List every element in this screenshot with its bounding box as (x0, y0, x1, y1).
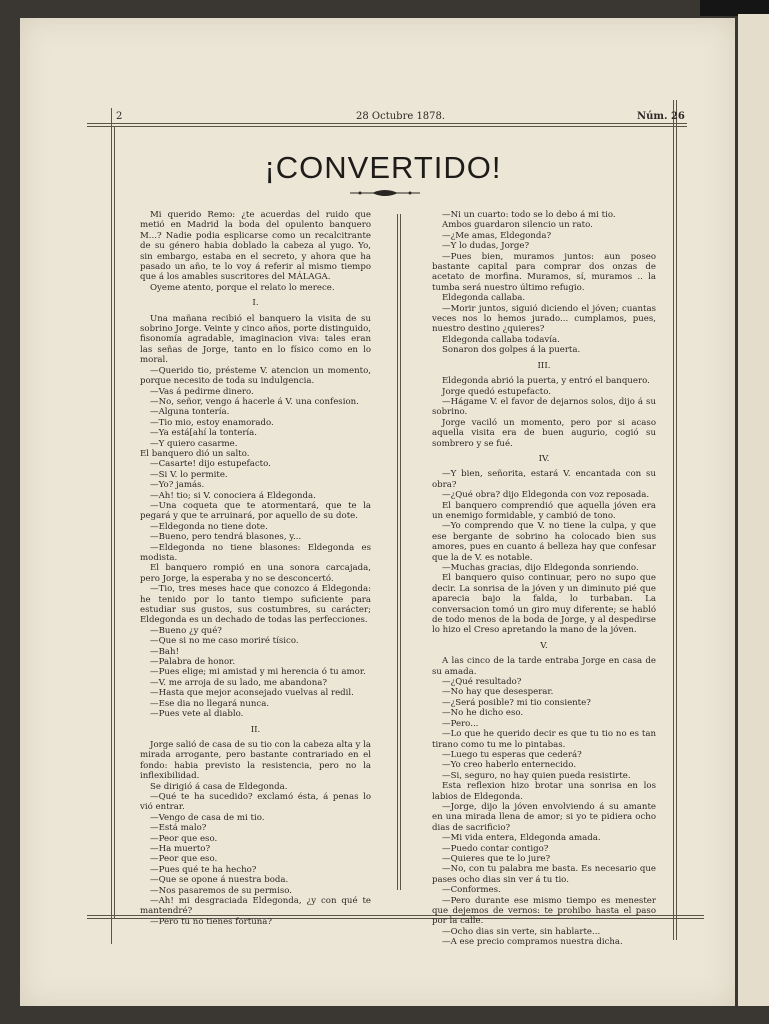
article-column-right (432, 210, 656, 948)
paragraph: Sonaron dos golpes á la puerta. (442, 345, 581, 356)
paragraph: —Eldegonda no tiene dote. (150, 521, 268, 532)
paragraph: —A ese precio compramos nuestra dicha. (442, 937, 623, 948)
paragraph: —Yo creo haberlo enternecido. (442, 760, 577, 771)
header-rule (87, 123, 687, 124)
paragraph: —Bueno, pero tendrá blasones, y... (150, 532, 302, 543)
paragraph: —¿Será posible? mi tio consiente? (442, 697, 591, 708)
paragraph: —¿Qué resultado? (442, 677, 522, 688)
paragraph: —Hasta que mejor aconsejado vuelvas al redil. (150, 688, 354, 699)
paragraph: El banquero quiso continuar, pero no supo que decir. La sonrisa de la jóven y un diminuto pié que aparecia bajo la falda, lo turbaban. La conversacion tomó un giro muy diferente; se habló de todo menos de la boda de Jorge, y al despedirse lo hizo el Creso apretando la mano de la jóven. (432, 573, 656, 636)
column-divider-double (400, 214, 401, 890)
paragraph: —Casarte! dijo estupefacto. (150, 459, 271, 470)
paragraph: —Tio mio, estoy enamorado. (150, 417, 274, 428)
paragraph: —Peor que eso. (150, 854, 218, 865)
paragraph: —Peor que eso. (150, 833, 218, 844)
paragraph: —Está malo? (150, 823, 207, 834)
header-rule-double (87, 126, 687, 127)
paragraph: —Quieres que te lo jure? (442, 853, 551, 864)
column-divider (397, 214, 398, 890)
paragraph: —Ah! mi desgraciada Eldegonda, ¿y con qué te mantendré? (140, 896, 371, 917)
paragraph: —Muchas gracias, dijo Eldegonda sonriendo. (442, 563, 639, 573)
paragraph: Eldegonda callaba todavía. (442, 334, 560, 345)
paragraph: —Tio, tres meses hace que conozco á Eldegonda: he tenido por lo tanto tiempo suficiente para estudiar sus gustos, sus costumbres, su carácter; Eldegonda es un dechado de todas las perfecciones. (140, 584, 371, 626)
section-number: III. (537, 360, 551, 371)
paragraph: —Pues bien, muramos juntos: aun poseo bastante capital para comprar dos onzas de acetato de morfina. Muramos, sí, muramos .. la tumba será nuestro último refugio. (432, 251, 656, 293)
paragraph: —No, con tu palabra me basta. Es necesario que pases ocho dias sin ver á tu tio. (432, 864, 656, 885)
paragraph: —Nos pasaremos de su permiso. (150, 885, 292, 896)
paragraph: Esta reflexion hizo brotar una sonrisa en los labios de Eldegonda. (432, 781, 656, 802)
paragraph: Oyeme atento, porque el relato lo merece. (150, 282, 335, 293)
paragraph: Ambos guardaron silencio un rato. (442, 220, 593, 231)
paragraph: —Pero durante ese mismo tiempo es menester que dejemos de vernos: te prohibo hasta el paso por la calle. (432, 895, 656, 927)
paragraph: —V. me arroja de su lado, me abandona? (150, 677, 327, 688)
paragraph: —Luego tu esperas que cederá? (442, 749, 582, 760)
paragraph: —Pues vete al diablo. (150, 709, 244, 720)
paragraph: —Que se opone á nuestra boda. (150, 875, 289, 886)
paragraph: —Una coqueta que te atormentará, que te la pegará y que te arruinará, por aquello de su dote. (140, 500, 371, 522)
paragraph: —Lo que he querido decir es que tu tio no es tan tirano como tu me lo pintabas. (432, 729, 656, 750)
paragraph: Eldegonda callaba. (442, 293, 526, 304)
paragraph: —Querido tio, présteme V. atencion un momento, porque necesito de toda su indulgencia. (140, 365, 371, 387)
paragraph: —Morir juntos, siguió diciendo el jóven; cuantas veces nos lo hemos jurado... cumplamos, pues, nuestro destino ¿quieres? (432, 303, 656, 335)
frame-left-rule-inner (114, 126, 115, 919)
frame-right-rule (673, 100, 674, 940)
title-ornament (350, 188, 420, 198)
paragraph: —Pues elige; mi amistad y mi herencia ó tu amor. (150, 667, 366, 678)
paragraph: —Si, seguro, no hay quien pueda resistirte. (442, 770, 631, 781)
paragraph: —Y quiero casarme. (150, 438, 238, 449)
section-number: I. (252, 298, 259, 309)
paragraph: A las cinco de la tarde entraba Jorge en casa de su amada. (432, 656, 656, 677)
next-page-edge (738, 14, 769, 1006)
paragraph: —No hay que desesperar. (442, 687, 554, 698)
article-column-left (140, 210, 371, 927)
paragraph: —Eldegonda no tiene blasones: Eldegonda es modista. (140, 542, 371, 563)
page-number: 2 (116, 111, 123, 122)
paragraph: Jorge salió de casa de su tio con la cabeza alta y la mirada arrogante, pero bastante contrariado en el fondo: habia previsto la resistencia, pero no la inflexibilidad. (140, 739, 372, 782)
paragraph: —Yo? jamás. (150, 480, 205, 491)
paragraph: —¿Me amas, Eldegonda? (442, 230, 552, 241)
paragraph: El banquero rompió en una sonora carcajada, pero Jorge, la esperaba y no se desconcertó. (140, 563, 371, 584)
paragraph: Mi querido Remo: ¿te acuerdas del ruido que metió en Madrid la boda del opulento banquero M...? Nadie podia esplicarse como un recalcitrante de su género habia doblado la cabeza al yugo. Yo, sin embargo, estaba en el secreto, y ahora que ha pasado un año, te lo voy á referir al mismo tiempo que á los amables suscritores del MÁLAGA. (140, 210, 371, 283)
paragraph: —No he dicho eso. (442, 708, 524, 719)
paragraph: —Pues qué te ha hecho? (150, 864, 257, 875)
paragraph: —Palabra de honor. (150, 657, 236, 668)
paragraph: —Ocho dias sin verte, sin hablarte... (442, 926, 601, 937)
paragraph: Se dirigió á casa de Eldegonda. (150, 781, 288, 792)
paragraph: —Si V. lo permite. (150, 469, 228, 480)
paragraph: —Conformes. (442, 885, 501, 896)
issue-number: Núm. 26 (637, 111, 685, 122)
paragraph: —Ese dia no llegará nunca. (150, 698, 270, 709)
paragraph: —Hágame V. el favor de dejarnos solos, dijo á su sobrino. (432, 396, 656, 418)
paragraph: —No, señor, vengo á hacerle á V. una confesion. (150, 396, 359, 407)
paragraph: —¿Qué obra? dijo Eldegonda con voz reposada. (442, 490, 650, 501)
issue-date: 28 Octubre 1878. (356, 111, 446, 122)
paragraph: —Puedo contar contigo? (442, 843, 549, 854)
paragraph: —Pero tu no tienes fortuna? (150, 916, 273, 927)
section-number: II. (250, 724, 261, 735)
paragraph: El banquero comprendió que aquella jóven era un enemigo formidable, y cambió de tono. (432, 500, 656, 521)
paragraph: Eldegonda abrió la puerta, y entró el banquero. (442, 376, 650, 387)
paragraph: —Vas á pedirme dinero. (150, 386, 254, 397)
section-number: IV. (538, 453, 550, 464)
paragraph: —Ni un cuarto: todo se lo debo á mi tio. (442, 210, 616, 220)
paragraph: —Vengo de casa de mi tio. (150, 812, 265, 823)
frame-left-rule (111, 108, 112, 944)
paragraph: —Y bien, señorita, estará V. encantada con su obra? (432, 469, 656, 490)
paragraph: —Alguna tontería. (150, 407, 230, 418)
paragraph: —Bueno ¿y qué? (150, 625, 222, 636)
paragraph: —Qué te ha sucedido? exclamó ésta, á penas lo vió entrar. (140, 791, 371, 813)
paragraph: Una mañana recibió el banquero la visita de su sobrino Jorge. Veinte y cinco años, porte distinguido, fisonomía agradable, imaginacion viva: tales eran las señas de Jorge, tanto en lo físico como en lo moral. (140, 313, 371, 366)
article-title: ¡CONVERTIDO! (264, 150, 502, 185)
paragraph: Jorge quedó estupefacto. (442, 386, 551, 397)
paragraph: —Y lo dudas, Jorge? (442, 241, 530, 252)
paragraph: —Ya está[ahí la tontería. (150, 428, 258, 439)
frame-right-rule-inner (676, 100, 677, 940)
section-number: V. (540, 640, 548, 651)
paragraph: —Que si no me caso moriré tísico. (150, 636, 299, 647)
paragraph: —Pero... (442, 718, 479, 729)
paragraph: —Jorge, dijo la jóven envolviendo á su amante en una mirada llena de amor; si yo te pidiera ocho dias de sacrificio? (432, 801, 656, 833)
paragraph: —Ha muerto? (150, 843, 211, 854)
paragraph: —Mi vida entera, Eldegonda amada. (442, 833, 601, 844)
paragraph: —Yo comprendo que V. no tiene la culpa, y que ese bergante de sobrino ha colocado bien sus amores, pues en cuanto á belleza hay que confesar que la de V. es notable. (432, 521, 656, 563)
paragraph: —Bah! (150, 646, 180, 657)
paragraph: —Ah! tio; si V. conociera á Eldegonda. (150, 490, 316, 501)
paragraph: Jorge vaciló un momento, pero por si acaso aquella visita era de buen augurio, cogió su sombrero y se fué. (432, 417, 656, 449)
paragraph: El banquero dió un salto. (140, 448, 250, 459)
